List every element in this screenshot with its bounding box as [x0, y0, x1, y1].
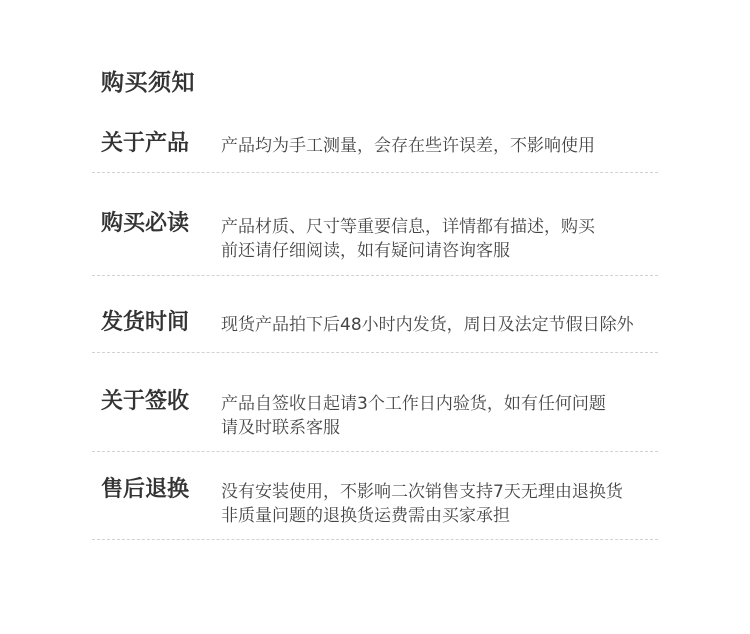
- text-line: 产品自签收日起请3个工作日内验货，如有任何问题: [221, 394, 606, 414]
- text-line: 非质量问题的退换货运费需由买家承担: [221, 506, 510, 526]
- section-text: [221, 313, 661, 337]
- section-label: 售后退换: [101, 477, 190, 502]
- section-label: 发货时间: [101, 310, 190, 335]
- section-text: [221, 392, 661, 440]
- text-line: 没有安装使用，不影响二次销售支持7天无理由退换货: [221, 482, 623, 502]
- section-label: 购买必读: [101, 211, 190, 236]
- section-label: 关于签收: [101, 389, 190, 414]
- section-must-read: [92, 210, 658, 276]
- section-after-sales: [92, 476, 658, 540]
- text-line: 请及时联系客服: [221, 418, 340, 438]
- text-line: 产品均为手工测量，会存在些许误差，不影响使用: [221, 136, 595, 156]
- section-text: [221, 480, 661, 528]
- text-line: 产品材质、尺寸等重要信息，详情都有描述，购买: [221, 217, 595, 237]
- section-label: 关于产品: [101, 131, 190, 156]
- section-text: [221, 215, 661, 263]
- section-shipping-time: [92, 309, 658, 353]
- text-line: 现货产品拍下后48小时内发货，周日及法定节假日除外: [221, 315, 634, 335]
- section-about-product: [92, 130, 658, 173]
- section-text: [221, 134, 661, 158]
- page-title: 购买须知: [101, 70, 195, 96]
- text-line: 前还请仔细阅读，如有疑问请咨询客服: [221, 241, 510, 261]
- section-about-receipt: [92, 388, 658, 452]
